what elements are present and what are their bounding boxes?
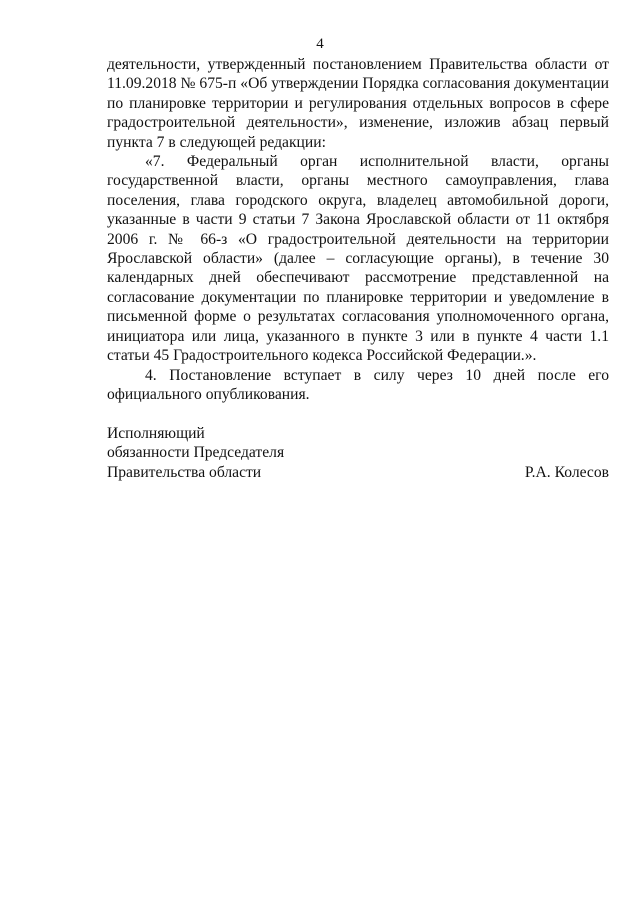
signature-position-line-1: Исполняющий: [107, 425, 205, 442]
paragraph-effective-date: 4. Постановление вступает в силу через 10 дней после его официального опубликования.: [107, 366, 609, 403]
paragraph-quoted-amendment: «7. Федеральный орган исполнительной власти, органы государственной власти, органы местного самоуправления, глава поселения, глава городского округа, владелец автомобильной дороги, указанные в части 9 статьи 7 Закона Ярославской области от 11 октября 2006 г. № 66-з «О градостроительной деятельности на территории Ярославской области» (далее – согласующие органы), в течение 30 календарных дней обеспечивают рассмотрение представленной на согласование документации по планировке территории и уведомление в письменной форме о результатах согласования уполномоченного органа, инициатора или лица, указанного в пункте 3 или в пункте 4 части 1.1 статьи 45 Градостроительного кодекса Российской Федерации.».: [107, 153, 609, 365]
signature-position-line-3: Правительства области: [107, 463, 262, 481]
signature-position-line-2: обязанности Председателя: [107, 444, 285, 462]
document-body: [107, 55, 609, 404]
signature-row: [107, 463, 609, 482]
signatory-name: Р.А. Колесов: [524, 463, 609, 481]
signature-block: [107, 424, 609, 482]
paragraph-continuation: деятельности, утвержденный постановлением Правительства области от 11.09.2018 № 675-п «Об утверждении Порядка согласования документации по планировке территории и регулирования отдельных вопросов в сфере градостроительной деятельности», изменение, изложив абзац первый пункта 7 в следующей редакции:: [107, 56, 609, 151]
page-number: 4: [316, 36, 324, 52]
